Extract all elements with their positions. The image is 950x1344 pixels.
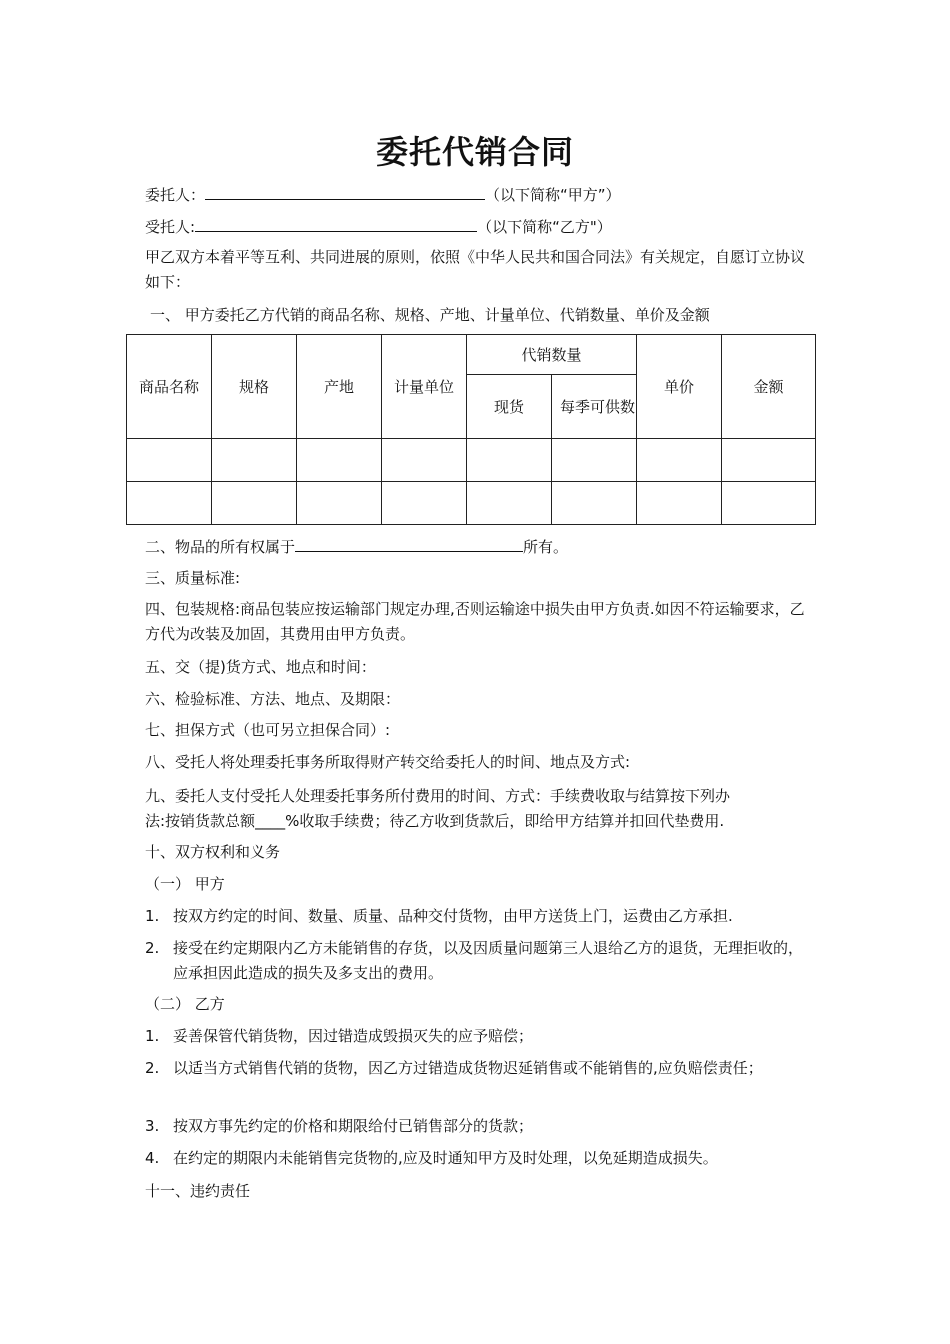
header-spot-goods: 现货 <box>467 375 552 439</box>
list-text: 按双方约定的时间、数量、质量、品种交付货物，由甲方送货上门，运费由乙方承担. <box>173 907 733 925</box>
list-number: 4. <box>145 1149 160 1167</box>
header-unit-price: 单价 <box>637 335 722 439</box>
document-title: 委托代销合同 <box>375 133 574 171</box>
goods-table <box>126 334 816 525</box>
table-row <box>127 439 816 482</box>
list-text: 在约定的期限内未能销售完货物的,应及时通知甲方及时处理，以免延期造成损失。 <box>173 1149 718 1167</box>
list-number: 1. <box>145 1027 160 1045</box>
table-row <box>127 482 816 525</box>
party-b-suffix: （以下简称“乙方"） <box>477 218 612 236</box>
clause-10: 十、双方权利和义务 <box>145 843 281 861</box>
table-cell[interactable] <box>467 482 552 525</box>
table-cell[interactable] <box>637 482 722 525</box>
ownership-blank[interactable] <box>295 534 523 552</box>
clause-5: 五、交（提)货方式、地点和时间： <box>145 658 376 676</box>
list-text: 妥善保管代销货物，因过错造成毁损灭失的应予赔偿； <box>173 1027 534 1045</box>
table-cell[interactable] <box>297 482 382 525</box>
clause-7: 七、担保方式（也可另立担保合同）: <box>145 721 391 739</box>
table-cell[interactable] <box>722 439 816 482</box>
clause-2-prefix: 二、物品的所有权属于 <box>145 538 296 556</box>
table-cell[interactable] <box>382 439 467 482</box>
table-cell[interactable] <box>127 439 212 482</box>
clause-3: 三、质量标准: <box>145 569 241 587</box>
clause-4: 四、包装规格:商品包装应按运输部门规定办理,否则运输途中损失由甲方负责.如因不符运输要求，乙方代为改装及加固，其费用由甲方负责。 <box>145 600 805 643</box>
clause-1: 一、 甲方委托乙方代销的商品名称、规格、产地、计量单位、代销数量、单价及金额 <box>150 306 710 324</box>
party-b-label: 受托人: <box>145 218 196 236</box>
table-cell[interactable] <box>212 439 297 482</box>
subsection-party-b: （二） 乙方 <box>145 995 225 1013</box>
list-item <box>145 1146 805 1171</box>
list-number: 2. <box>145 1059 160 1077</box>
table-cell[interactable] <box>637 439 722 482</box>
header-amount: 金额 <box>722 335 816 439</box>
clause-8: 八、受托人将处理委托事务所取得财产转交给委托人的时间、地点及方式: <box>145 753 631 771</box>
header-origin: 产地 <box>297 335 382 439</box>
party-a-label: 委托人： <box>145 186 206 204</box>
clause-2 <box>145 534 568 560</box>
list-number: 2. <box>145 939 160 957</box>
clause-9-line-2 <box>145 809 724 834</box>
clause-11: 十一、违约责任 <box>145 1182 251 1200</box>
table-cell[interactable] <box>552 439 637 482</box>
table-cell[interactable] <box>297 439 382 482</box>
list-item <box>145 1056 805 1081</box>
header-product-name: 商品名称 <box>127 335 212 439</box>
list-number: 3. <box>145 1117 160 1135</box>
clause-9-line-1: 九、委托人支付受托人处理委托事务所付费用的时间、方式：手续费收取与结算按下列办 <box>145 787 731 805</box>
party-b-line <box>145 214 612 240</box>
party-a-blank[interactable] <box>205 182 485 200</box>
clause-6: 六、检验标准、方法、地点、及期限： <box>145 690 401 708</box>
intro-paragraph: 甲乙双方本着平等互利、共同进展的原则，依照《中华人民共和国合同法》有关规定，自愿订立协议如下： <box>145 248 806 291</box>
table-cell[interactable] <box>467 439 552 482</box>
clause-9-suffix: %收取手续费；待乙方收到货款后，即给甲方结算并扣回代垫费用. <box>285 812 725 830</box>
clause-9-prefix: 法:按销货款总额 <box>145 812 256 830</box>
party-a-suffix: （以下简称“甲方”） <box>485 186 621 204</box>
header-spec: 规格 <box>212 335 297 439</box>
party-a-line <box>145 182 621 208</box>
table-cell[interactable] <box>552 482 637 525</box>
list-item <box>145 1024 805 1049</box>
table-cell[interactable] <box>127 482 212 525</box>
list-text: 接受在约定期限内乙方未能销售的存货，以及因质量问题第三人退给乙方的退货，无理拒收的，应承担因此造成的损失及多支出的费用。 <box>173 939 804 982</box>
header-seasonal-supply: 每季可供数 <box>552 375 637 439</box>
list-item <box>145 936 805 986</box>
header-unit: 计量单位 <box>382 335 467 439</box>
header-consign-qty: 代销数量 <box>467 335 637 375</box>
table-cell[interactable] <box>722 482 816 525</box>
list-text: 按双方事先约定的价格和期限给付已销售部分的货款； <box>173 1117 534 1135</box>
list-item <box>145 1114 805 1139</box>
table-cell[interactable] <box>212 482 297 525</box>
list-number: 1. <box>145 907 160 925</box>
list-item <box>145 904 805 929</box>
party-b-blank[interactable] <box>195 214 477 232</box>
table-cell[interactable] <box>382 482 467 525</box>
clause-2-suffix: 所有。 <box>523 538 569 556</box>
subsection-party-a: （一） 甲方 <box>145 875 225 893</box>
list-text: 以适当方式销售代销的货物，因乙方过错造成货物迟延销售或不能销售的,应负赔偿责任； <box>173 1059 763 1077</box>
fee-rate-blank[interactable]: ____ <box>255 812 286 830</box>
